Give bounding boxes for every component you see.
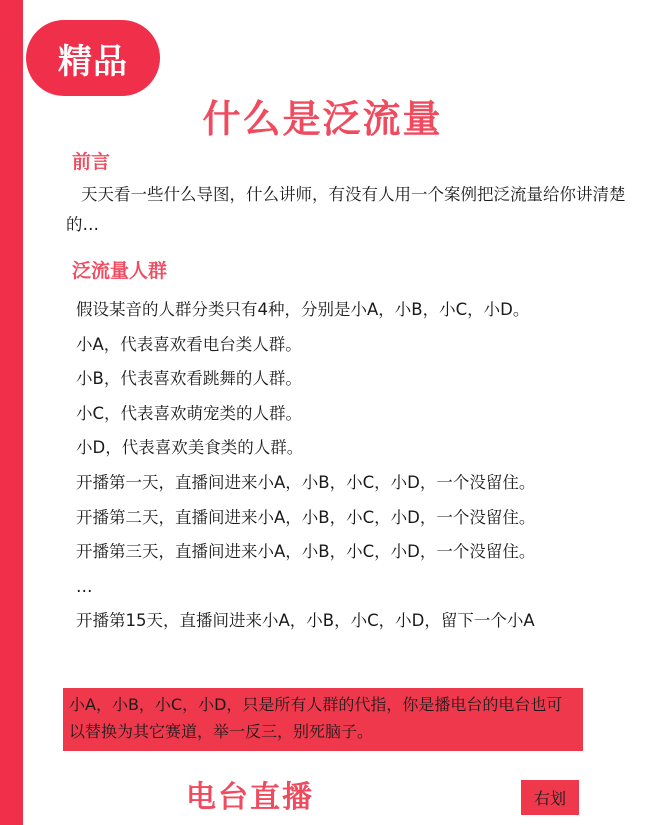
text-line: 小A，代表喜欢看电台类人群。 bbox=[76, 334, 302, 354]
audience-lines bbox=[76, 293, 535, 639]
preface-text: 天天看一些什么导图，什么讲师，有没有人用一个案例把泛流量给你讲清楚的… bbox=[66, 185, 626, 234]
note-box: 小A，小B，小C，小D，只是所有人群的代指，你是播电台的电台也可以替换为其它赛道，举一反三，别死脑子。 bbox=[63, 688, 583, 751]
page-title: 什么是泛流量 bbox=[202, 97, 443, 141]
text-line: 开播第二天，直播间进来小A，小B，小C，小D，一个没留住。 bbox=[76, 507, 536, 527]
text-line: 小D，代表喜欢美食类的人群。 bbox=[76, 438, 304, 458]
swipe-right-button[interactable]: 右划 bbox=[521, 780, 579, 815]
text-line: … bbox=[76, 576, 93, 596]
text-line: 开播第15天，直播间进来小A，小B，小C，小D，留下一个小A bbox=[76, 611, 535, 631]
audience-heading: 泛流量人群 bbox=[72, 260, 168, 282]
text-line: 小B，代表喜欢看跳舞的人群。 bbox=[76, 369, 302, 389]
premium-badge: 精品 bbox=[26, 20, 160, 96]
text-line: 假设某音的人群分类只有4种，分别是小A，小B，小C，小D。 bbox=[76, 300, 530, 319]
text-line: 开播第一天，直播间进来小A，小B，小C，小D，一个没留住。 bbox=[76, 472, 536, 492]
bottom-title: 电台直播 bbox=[186, 780, 314, 815]
preface-heading: 前言 bbox=[72, 151, 111, 173]
text-line: 小C，代表喜欢萌宠类的人群。 bbox=[76, 403, 303, 423]
text-line: 开播第三天，直播间进来小A，小B，小C，小D，一个没留住。 bbox=[76, 542, 536, 562]
